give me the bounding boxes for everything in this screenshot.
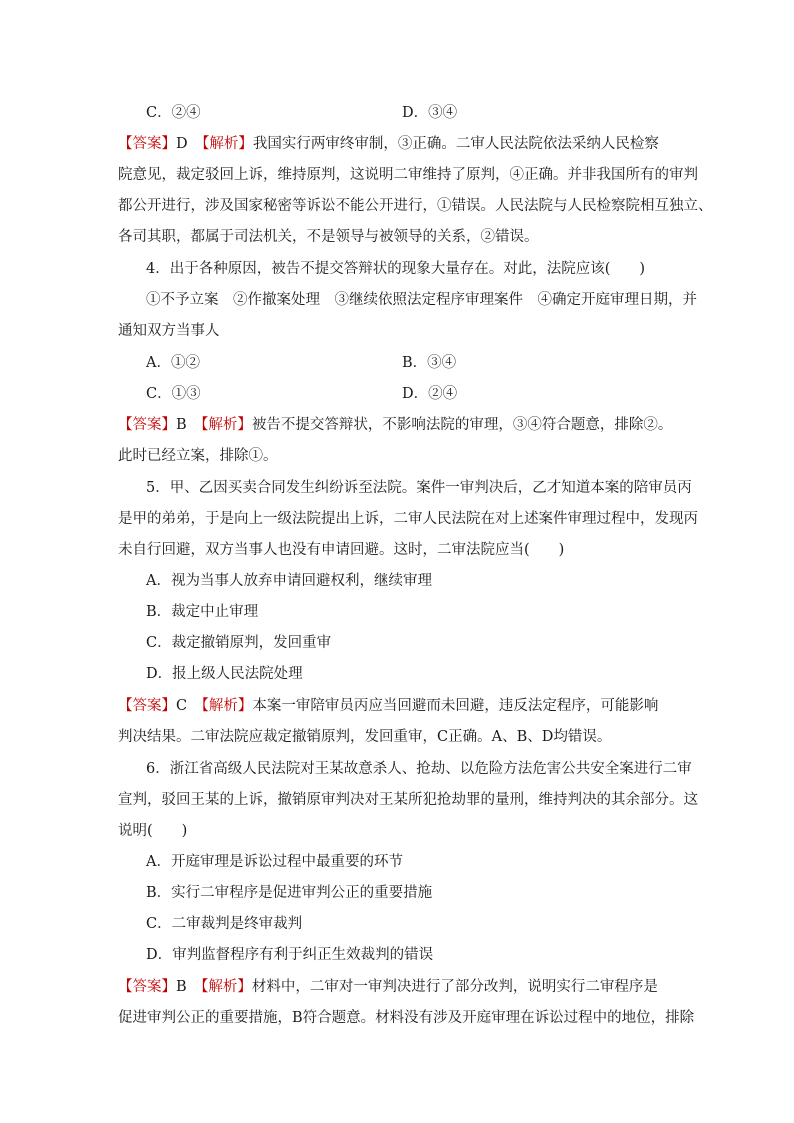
q5-answer-line — [118, 695, 688, 717]
q6-option-c: C．二审裁判是终审裁判 — [146, 916, 303, 932]
analysis-text: 本案一审陪审员丙应当回避而未回避，违反法定程序，可能影响 — [252, 698, 659, 714]
q3-analysis-line: 各司其职，都属于司法机关，不是领导与被领导的关系，②错误。 — [118, 229, 539, 245]
q6-analysis-line: 促进审判公正的重要措施，B符合题意。材料没有涉及开庭审理在诉讼过程中的地位，排除 — [118, 1010, 695, 1026]
answer-tag: 【答案】 — [118, 417, 176, 433]
q5-stem: 5．甲、乙因买卖合同发生纠纷诉至法院。案件一审判决后，乙才知道本案的陪审员丙 — [146, 480, 692, 496]
analysis-text: 我国实行两审终审制，③正确。二审人民法院依法采纳人民检察 — [252, 136, 659, 152]
analysis-text: 被告不提交答辩状，不影响法院的审理，③④符合题意，排除②。 — [251, 417, 673, 433]
q4-stem: 4．出于各种原因，被告不提交答辩状的现象大量存在。对此，法院应该( ) — [146, 261, 646, 277]
answer-letter: D — [176, 136, 188, 152]
q4-analysis-line: 此时已经立案，排除①。 — [118, 448, 278, 464]
q4-items: ①不予立案 ②作撤案处理 ③继续依照法定程序审理案件 ④确定开庭审理日期，并 — [146, 292, 697, 308]
analysis-tag: 【解析】 — [201, 417, 252, 433]
q3-option-d: D．③④ — [402, 105, 458, 121]
q6-stem: 6．浙江省高级人民法院对王某故意杀人、抢劫、以危险方法危害公共安全案进行二审 — [146, 761, 692, 777]
q3-option-c: C．②④ — [146, 105, 201, 121]
q4-option-a: A．①② — [146, 355, 200, 371]
q3-analysis-line: 都公开进行，涉及国家秘密等诉讼不能公开进行，①错误。人民法院与人民检察院相互独立、 — [118, 198, 713, 214]
q6-option-b: B．实行二审程序是促进审判公正的重要措施 — [146, 885, 433, 901]
q4-answer-line — [118, 414, 688, 436]
q5-option-d: D．报上级人民法院处理 — [146, 666, 303, 682]
answer-tag: 【答案】 — [118, 698, 176, 714]
q5-analysis-line: 判决结果。二审法院应裁定撤销原判，发回重审，C正确。A、B、D均错误。 — [118, 729, 612, 745]
answer-letter: B — [176, 979, 187, 995]
q6-stem-cont: 宣判，驳回王某的上诉，撤销原审判决对王某所犯抢劫罪的量刑，维持判决的其余部分。这 — [118, 792, 698, 808]
q6-stem-cont: 说明( ) — [118, 823, 188, 839]
q5-option-b: B．裁定中止审理 — [146, 604, 259, 620]
q6-option-d: D．审判监督程序有利于纠正生效裁判的错误 — [146, 947, 434, 963]
answer-tag: 【答案】 — [118, 979, 176, 995]
q4-items-cont: 通知双方当事人 — [118, 323, 220, 339]
q4-option-d: D．②④ — [402, 386, 458, 402]
analysis-tag: 【解析】 — [201, 979, 252, 995]
q6-answer-line — [118, 976, 688, 998]
q4-option-b: B．③④ — [402, 355, 457, 371]
q4-option-c: C．①③ — [146, 386, 201, 402]
q6-option-a: A．开庭审理是诉讼过程中最重要的环节 — [146, 854, 403, 870]
q5-option-a: A．视为当事人放弃申请回避权利，继续审理 — [146, 573, 432, 589]
q5-option-c: C．裁定撤销原判，发回重审 — [146, 635, 332, 651]
answer-letter: C — [176, 698, 188, 714]
q3-answer-line — [118, 133, 688, 155]
answer-letter: B — [176, 417, 187, 433]
q5-stem-cont: 是甲的弟弟，于是向上一级法院提出上诉，二审人民法院在对上述案件审理过程中，发现丙 — [118, 511, 698, 527]
q3-analysis-line: 院意见，裁定驳回上诉，维持原判，这说明二审维持了原判，④正确。并非我国所有的审判 — [118, 167, 698, 183]
analysis-tag: 【解析】 — [201, 698, 253, 714]
analysis-text: 材料中，二审对一审判决进行了部分改判，说明实行二审程序是 — [251, 979, 658, 995]
q5-stem-cont: 未自行回避，双方当事人也没有申请回避。这时，二审法院应当( ) — [118, 542, 565, 558]
analysis-tag: 【解析】 — [202, 136, 253, 152]
answer-tag: 【答案】 — [118, 136, 176, 152]
